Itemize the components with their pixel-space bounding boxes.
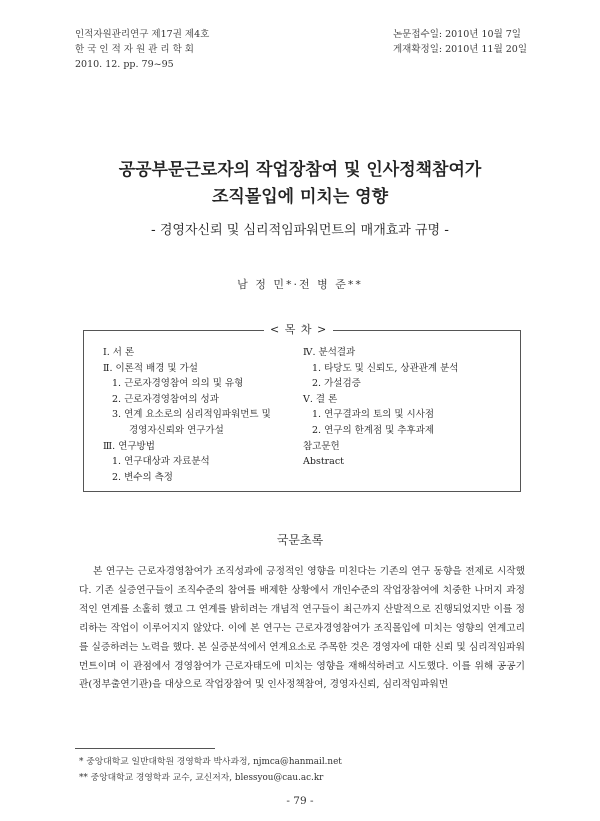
toc-entry: Ⅰ. 서 론 (103, 347, 135, 358)
footnote-divider (75, 748, 215, 749)
toc-entry: Ⅴ. 결 론 (303, 393, 338, 405)
toc-entry: 3. 연계 요소로의 심리적임파워먼트 및 (112, 409, 271, 421)
toc-entry: 1. 연구대상과 자료분석 (112, 456, 210, 468)
toc-left-column (103, 345, 271, 485)
page-number: - 79 - (286, 795, 314, 807)
toc-entry: Ⅱ. 이론적 배경 및 가설 (103, 362, 198, 374)
paper-title-line2: 조직몰입에 미치는 영향 (211, 187, 389, 207)
paper-subtitle: - 경영자신뢰 및 심리적임파워먼트의 매개효과 규명 - (151, 223, 449, 238)
issue-pages: 2010. 12. pp. 79~95 (75, 59, 174, 70)
toc-entry: Ⅳ. 분석결과 (303, 347, 356, 358)
publisher-name: 한 국 인 적 자 원 관 리 학 회 (75, 44, 194, 55)
toc-entry: 참고문헌 (303, 440, 340, 452)
toc-entry: Ⅲ. 연구방법 (103, 440, 155, 452)
toc-entry: 1. 근로자경영참여 의의 및 유형 (112, 378, 244, 390)
toc-entry: 경영자신뢰와 연구가설 (129, 424, 224, 436)
journal-info (75, 27, 209, 72)
accepted-date: 게재확정일: 2010년 11월 20일 (393, 44, 528, 55)
journal-name: 인적자원관리연구 제17권 제4호 (75, 29, 210, 40)
toc-entry: 1. 타당도 및 신뢰도, 상관관계 분석 (312, 362, 459, 374)
toc-entry: 2. 연구의 한계점 및 추후과제 (312, 424, 435, 436)
abstract-body: 본 연구는 근로자경영참여가 조직성과에 긍정적인 영향을 미친다는 기존의 연구 동향을 전제로 시작했다. 기존 실증연구들이 조직수준의 참여를 배제한 상황에서 개인수준의 작업장참여에 치중한 나머지 과정적인 연계를 소홀히 했고 그 연계를 밝히려는 개념적 연구들이 최근까지 산발적으로 진행되었지만 이를 정리하는 작업이 이루어지지 않았다. 이에 본 연구는 근로자경영참여가 조직몰입에 미치는 영향의 연계고리를 실증하려는 노력을 했다. 본 실증분석에서 연계요소로 주목한 것은 경영자에 대한 신뢰 및 심리적임파워먼트이며 이 관점에서 경영참여가 근로자태도에 미치는 영향을 재해석하려고 시도했다. 이를 위해 공공기관(정부출연기관)을 대상으로 작업장참여 및 인사정책참여, 경영자신뢰, 심리적임파워먼 (79, 566, 525, 691)
toc-entry: 2. 변수의 측정 (112, 471, 173, 483)
footnote-corresponding-author: ** 중앙대학교 경영학과 교수, 교신저자, blessyou@cau.ac.kr (79, 773, 324, 783)
received-date: 논문접수일: 2010년 10월 7일 (393, 29, 521, 40)
abstract-heading: 국문초록 (276, 533, 324, 547)
toc-entry: 2. 근로자경영참여의 성과 (112, 393, 219, 405)
toc-entry: Abstract (303, 456, 344, 468)
footnote-first-author: * 중앙대학교 일반대학원 경영학과 박사과정, njmca@hanmail.net (79, 757, 342, 767)
toc-entry: 2. 가설검증 (312, 378, 361, 390)
toc-entry: 1. 연구결과의 토의 및 시사점 (312, 409, 435, 421)
submission-dates (393, 27, 527, 57)
authors: 남 정 민*·전 병 준** (237, 278, 363, 291)
toc-label: < 목 차 > (264, 321, 333, 337)
toc-right-column (303, 345, 458, 470)
paper-title-line1: 공공부문근로자의 작업장참여 및 인사정책참여가 (118, 160, 482, 180)
